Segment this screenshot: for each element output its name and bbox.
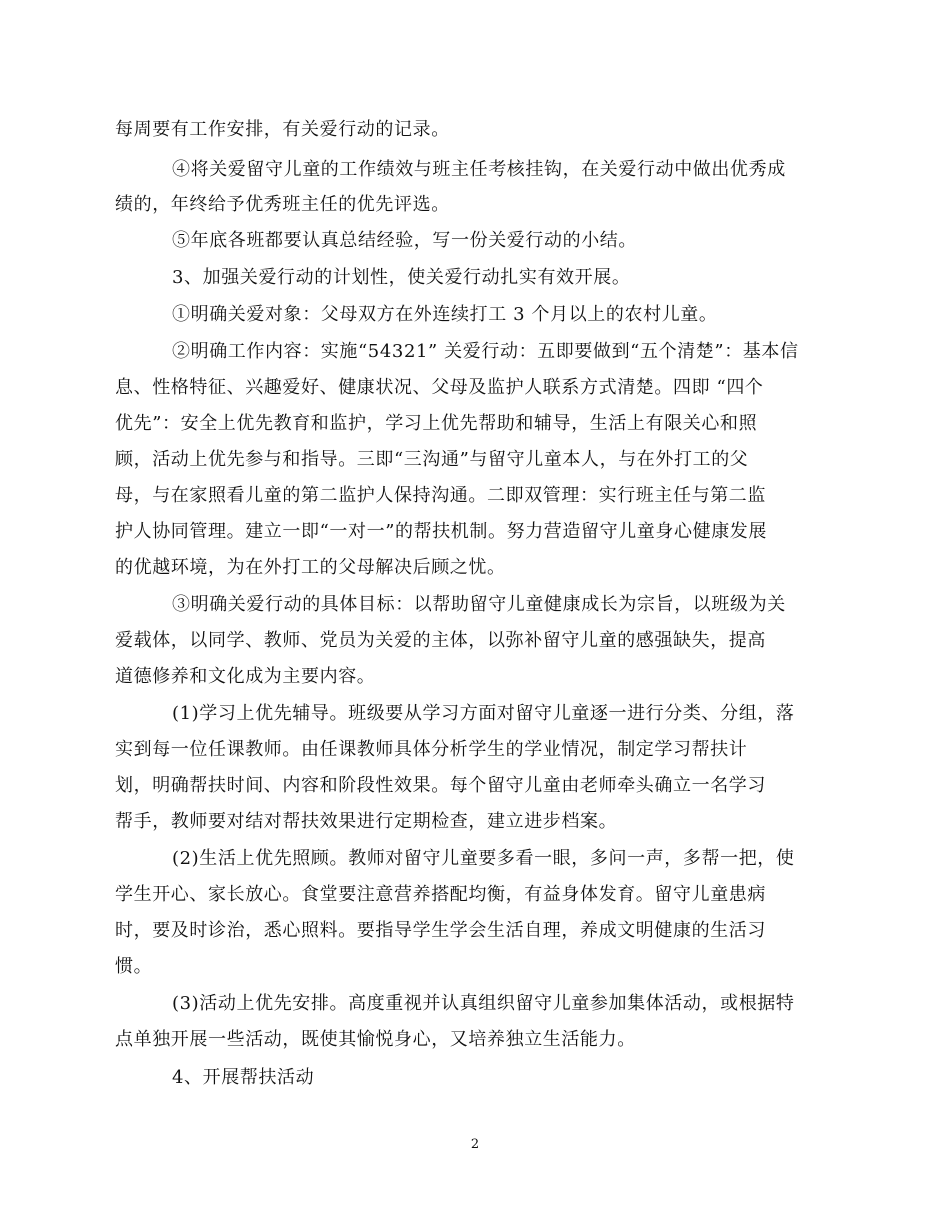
- text-line: ④将关爱留守儿童的工作绩效与班主任考核挂钩，在关爱行动中做出优秀成: [172, 159, 786, 180]
- text-line: (2)生活上优先照顾。教师对留守儿童要多看一眼，多问一声，多帮一把，使: [172, 848, 795, 869]
- text-line: 护人协同管理。建立一即“一对一”的帮扶机制。努力营造留守儿童身心健康发展: [115, 521, 768, 542]
- text-line: 实到每一位任课教师。由任课教师具体分析学生的学业情况，制定学习帮扶计: [115, 739, 748, 760]
- text-line: 的优越环境，为在外打工的父母解决后顾之忧。: [115, 557, 506, 578]
- text-line: ③明确关爱行动的具体目标：以帮助留守儿童健康成长为宗旨，以班级为关: [172, 594, 786, 615]
- text-line: (1)学习上优先辅导。班级要从学习方面对留守儿童逐一进行分类、分组，落: [172, 703, 795, 724]
- text-line: 划，明确帮扶时间、内容和阶段性效果。每个留守儿童由老师牵头确立一名学习: [115, 775, 766, 796]
- text-line: 帮手，教师要对结对帮扶效果进行定期检查，建立进步档案。: [115, 811, 618, 832]
- page-number: 2: [470, 1137, 480, 1152]
- text-line: 3、加强关爱行动的计划性，使关爱行动扎实有效开展。: [172, 267, 631, 288]
- text-line: 惯。: [115, 956, 153, 977]
- text-line: 优先”：安全上优先教育和监护，学习上优先帮助和辅导，生活上有限关心和照: [115, 413, 758, 434]
- text-line: ①明确关爱对象：父母双方在外连续打工 3 个月以上的农村儿童。: [172, 304, 718, 325]
- text-line: 爱载体，以同学、教师、党员为关爱的主体，以弥补留守儿童的感强缺失，提高: [115, 630, 766, 651]
- text-line: 学生开心、家长放心。食堂要注意营养搭配均衡，有益身体发育。留守儿童患病: [115, 884, 766, 905]
- text-line: 每周要有工作安排，有关爱行动的记录。: [115, 119, 450, 140]
- text-line: 顾，活动上优先参与和指导。三即“三沟通”与留守儿童本人，与在外打工的父: [115, 449, 749, 470]
- text-line: ⑤年底各班都要认真总结经验，写一份关爱行动的小结。: [172, 230, 637, 251]
- text-line: 4、开展帮扶活动: [172, 1067, 315, 1088]
- text-line: ②明确工作内容：实施“54321” 关爱行动：五即要做到“五个清楚”：基本信: [172, 341, 799, 362]
- text-line: (3)活动上优先安排。高度重视并认真组织留守儿童参加集体活动，或根据特: [172, 993, 795, 1014]
- text-line: 时，要及时诊治，悉心照料。要指导学生学会生活自理，养成文明健康的生活习: [115, 920, 766, 941]
- text-line: 道德修养和文化成为主要内容。: [115, 666, 376, 687]
- text-line: 息、性格特征、兴趣爱好、健康状况、父母及监护人联系方式清楚。四即 “四个: [115, 377, 764, 398]
- text-line: 点单独开展一些活动，既使其愉悦身心，又培养独立生活能力。: [115, 1029, 636, 1050]
- text-line: 绩的，年终给予优秀班主任的优先评选。: [115, 194, 450, 215]
- text-line: 母，与在家照看儿童的第二监护人保持沟通。二即双管理：实行班主任与第二监: [115, 485, 766, 506]
